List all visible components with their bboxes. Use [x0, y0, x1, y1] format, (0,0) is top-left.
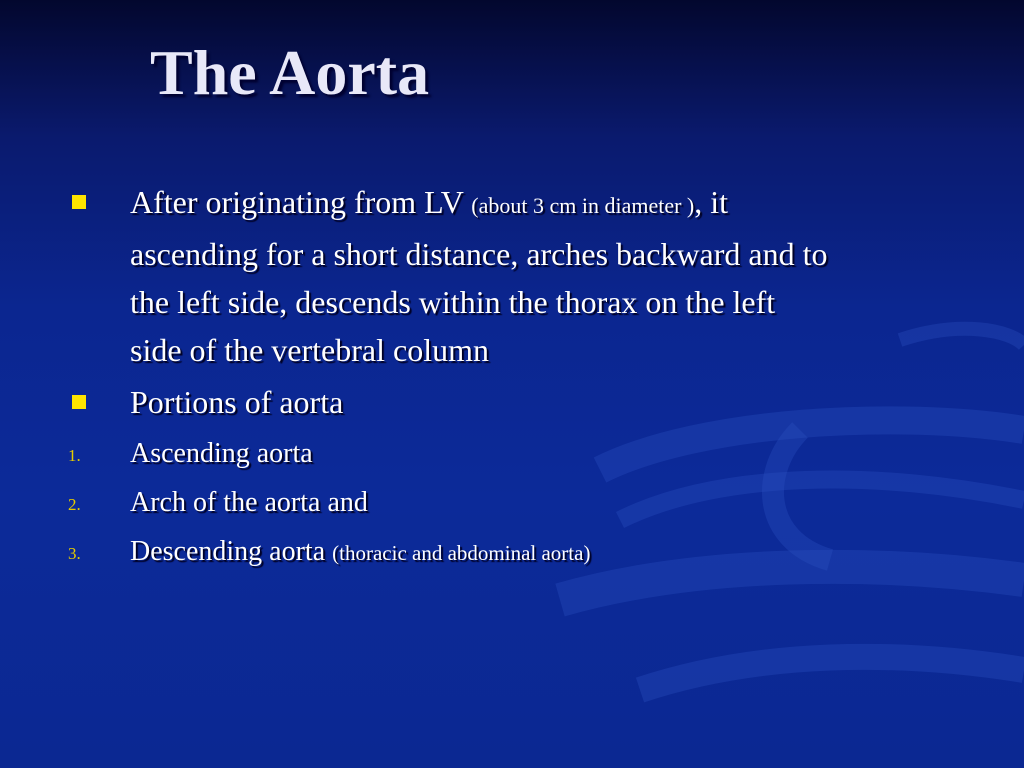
bullet-line-text: the left side, descends within the thorax on the left: [130, 284, 776, 320]
bullet-rest-text: , it: [694, 184, 729, 220]
numbered-item-text: Ascending aorta: [130, 438, 313, 469]
numbered-item: [68, 532, 990, 573]
numbered-item: [68, 434, 990, 474]
square-bullet-icon: [72, 395, 86, 409]
number-marker: 2.: [68, 495, 81, 514]
numbered-item: [68, 483, 990, 523]
numbered-item-text: Descending aorta: [130, 536, 326, 567]
bullet-line-text: side of the vertebral column: [130, 332, 489, 368]
bullet-lead-text: After originating from LV: [130, 184, 464, 220]
list-item: [130, 178, 990, 374]
bullet-note-text: (about 3 cm in diameter ): [471, 193, 695, 218]
numbered-item-text: Arch of the aorta and: [130, 487, 368, 518]
numbered-item-note: (thoracic and abdominal aorta): [332, 541, 591, 565]
bullet-text: Portions of aorta: [130, 384, 344, 420]
number-marker: 1.: [68, 446, 81, 465]
number-marker: 3.: [68, 544, 81, 563]
bullet-line-text: ascending for a short distance, arches backward and to: [130, 236, 828, 272]
slide-title: The Aorta: [150, 37, 430, 108]
list-item: [130, 378, 990, 426]
square-bullet-icon: [72, 195, 86, 209]
